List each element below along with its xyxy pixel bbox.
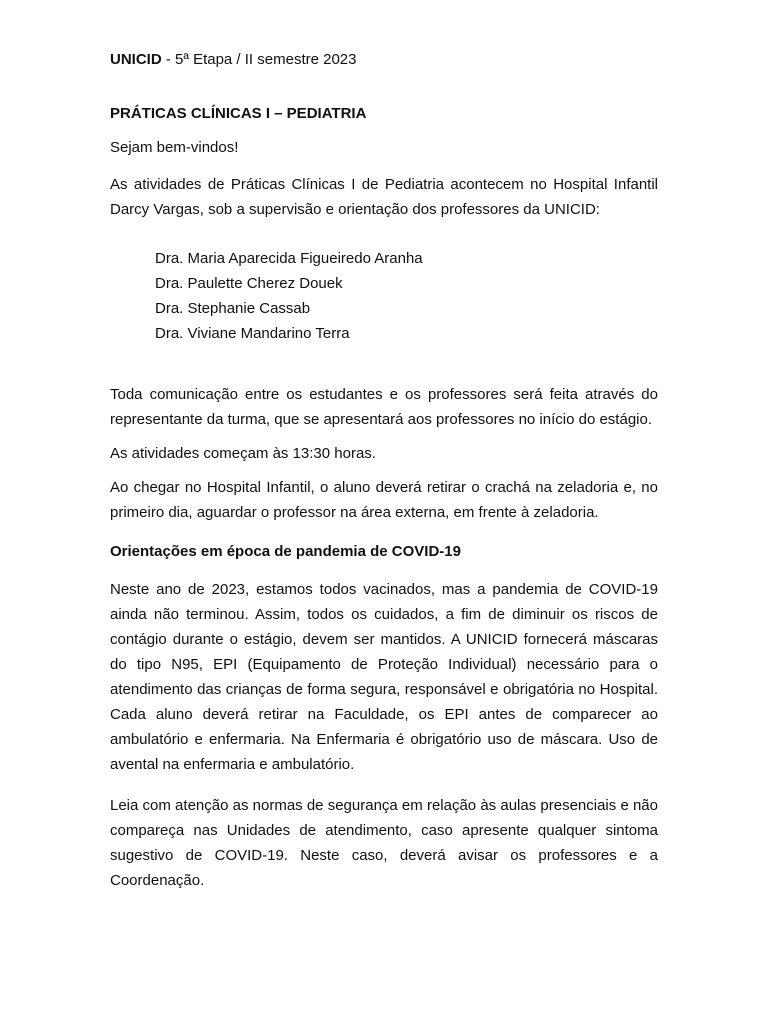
term-info: - 5ª Etapa / II semestre 2023 (161, 51, 357, 68)
professor-item: Dra. Stephanie Cassab (155, 300, 311, 317)
welcome-text: Sejam bem-vindos! (110, 139, 239, 156)
institution-name: UNICID (110, 51, 162, 68)
covid-section-heading: Orientações em época de pandemia de COVID-19 (110, 543, 461, 560)
professor-list (155, 246, 658, 346)
covid-paragraph-2: Leia com atenção as normas de segurança em relação às aulas presenciais e não compareça nas Unidades de atendimento, caso apresente qualquer sintoma sugestivo de COVID-19. Neste caso, deverá avisar os professores e a Coordenação. (110, 797, 658, 889)
intro-paragraph: As atividades de Práticas Clínicas I de Pediatria acontecem no Hospital Infantil Darcy Vargas, sob a supervisão e orientação dos professores da UNICID: (110, 176, 658, 218)
communication-paragraph: Toda comunicação entre os estudantes e os professores será feita através do representante da turma, que se apresentará aos professores no início do estágio. (110, 386, 658, 428)
arrival-paragraph: Ao chegar no Hospital Infantil, o aluno deverá retirar o crachá na zeladoria e, no primeiro dia, aguardar o professor na área externa, em frente à zeladoria. (110, 479, 658, 521)
professor-item: Dra. Paulette Cherez Douek (155, 275, 343, 292)
document-header (110, 50, 658, 70)
professor-item: Dra. Maria Aparecida Figueiredo Aranha (155, 250, 423, 267)
course-title: PRÁTICAS CLÍNICAS I – PEDIATRIA (110, 105, 367, 122)
start-time-paragraph: As atividades começam às 13:30 horas. (110, 445, 376, 462)
professor-item: Dra. Viviane Mandarino Terra (155, 325, 350, 342)
covid-paragraph-1: Neste ano de 2023, estamos todos vacinados, mas a pandemia de COVID-19 ainda não terminou. Assim, todos os cuidados, a fim de diminuir os riscos de contágio durante o estágio, devem ser mantidos. A UNICID fornecerá máscaras do tipo N95, EPI (Equipamento de Proteção Individual) necessário para o atendimento das crianças de forma segura, responsável e obrigatória no Hospital. Cada aluno deverá retirar na Faculdade, os EPI antes de comparecer ao ambulatório e enfermaria. Na Enfermaria é obrigatório uso de máscara. Uso de avental na enfermaria e ambulatório. (110, 581, 658, 773)
document-page (110, 50, 658, 893)
